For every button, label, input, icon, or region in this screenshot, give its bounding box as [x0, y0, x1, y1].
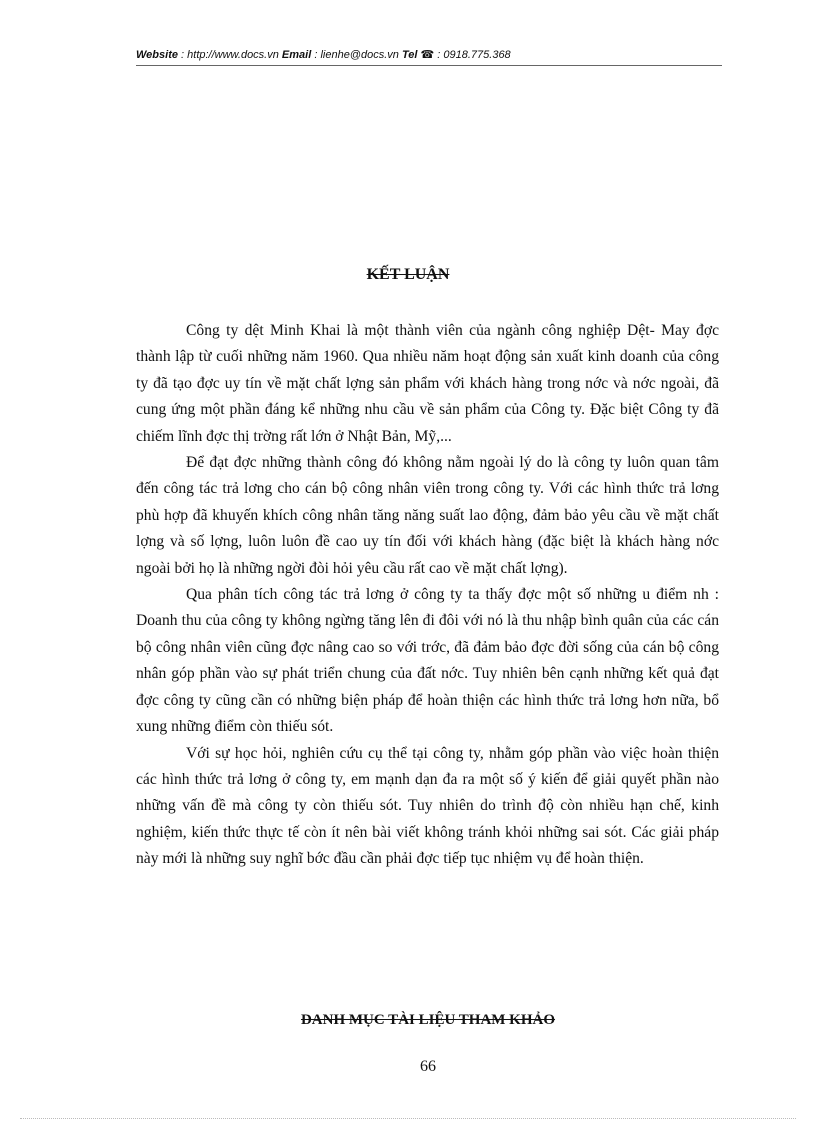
footer-divider [20, 1118, 796, 1119]
tel-label: Tel [401, 49, 418, 61]
header-divider [136, 65, 722, 66]
email-value: : lienhe@docs.vn [311, 49, 402, 61]
phone-icon: ☎ [420, 49, 435, 61]
page-number: 66 [420, 1058, 436, 1075]
website-label: Website [136, 49, 178, 61]
website-value: : http://www.docs.vn [177, 49, 282, 61]
paragraph-2: Để đạt đợc những thành công đó không nằm ngoài lý do là công ty luôn quan tâm đến công tác trả lơng cho cán bộ công nhân viên trong công ty. Với các hình thức trả lơng phù hợp đã khuyến khích công nhân tăng năng suất lao động, đảm bảo yêu cầu về mặt chất lợng và số lợng, luôn luôn đề cao uy tín đối với khách hàng (đặc biệt là khách hàng nớc ngoài bởi họ là những ngời đòi hỏi yêu cầu rất cao về mặt chất lợng). [136, 454, 719, 577]
body-text [136, 318, 719, 873]
email-label: Email [281, 49, 312, 61]
paragraph-4: Với sự học hỏi, nghiên cứu cụ thể tại công ty, nhằm góp phần vào việc hoàn thiện các hình thức trả lơng ở công ty, em mạnh dạn đa ra một số ý kiến để giải quyết phần nào những vấn đề mà công ty còn thiếu sót. Tuy nhiên do trình độ còn nhiều hạn chế, kinh nghiệm, kiến thức thực tế còn ít nên bài viết không tránh khỏi những sai sót. Các giải pháp này mới là những suy nghĩ bớc đầu cần phải đợc tiếp tục nhiệm vụ để hoàn thiện. [136, 744, 719, 868]
tel-value: : 0918.775.368 [434, 49, 511, 61]
paragraph-1: Công ty dệt Minh Khai là một thành viên của ngành công nghiệp Dệt- May đợc thành lập từ cuối những năm 1960. Qua nhiều năm hoạt động sản xuất kinh doanh của công ty đã tạo đợc uy tín về mặt chất lợng sản phẩm với khách hàng trong nớc và nớc ngoài, đã cung ứng một phần đáng kể những nhu cầu về sản phẩm của Công ty. Đặc biệt Công ty đã chiếm lĩnh đợc thị trờng rất lớn ở Nhật Bản, Mỹ,... [136, 322, 719, 445]
section-title: KẾT LUẬN [366, 266, 450, 283]
page-header [136, 48, 721, 61]
references-title: DANH MỤC TÀI LIỆU THAM KHẢO [300, 1012, 556, 1028]
paragraph-3: Qua phân tích công tác trả lơng ở công ty ta thấy đợc một số những u điểm nh : Doanh thu của công ty không ngừng tăng lên đi đôi với nó là thu nhập bình quân của các cán bộ công nhân viên cũng đợc nâng cao so với trớc, đã đảm bảo đợc đời sống của cán bộ công nhân góp phần vào sự phát triển chung của đất nớc. Tuy nhiên bên cạnh những kết quả đạt đợc công ty cũng cần có những biện pháp để hoàn thiện các hình thức trả lơng hơn nữa, bổ xung những điểm còn thiếu sót. [136, 586, 719, 736]
